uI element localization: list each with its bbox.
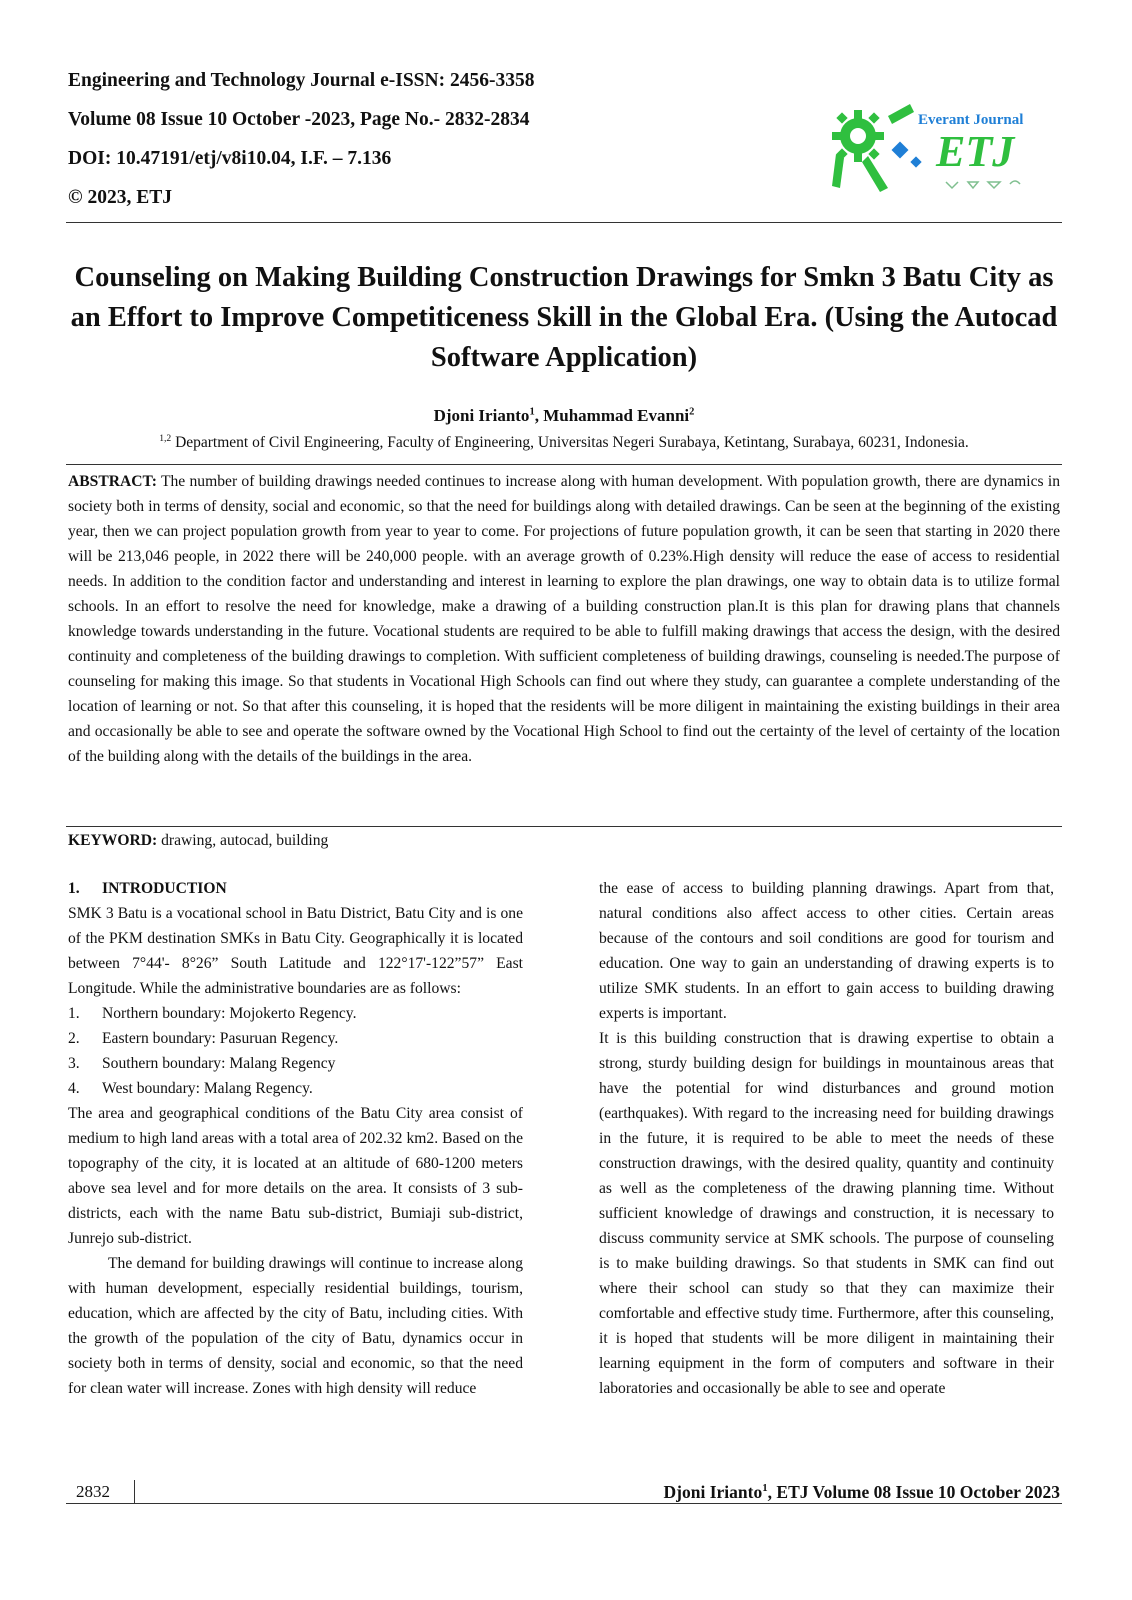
section-heading bbox=[68, 876, 523, 901]
paragraph: SMK 3 Batu is a vocational school in Batu District, Batu City and is one of the PKM destination SMKs in Batu City. Geographically it is located between 7°44'- 8°26” South Latitude and 122°17'-122”57” East Longitude. While the administrative boundaries are as follows: bbox=[68, 905, 523, 997]
page-number: 2832 bbox=[76, 1482, 110, 1501]
footer-sup: 1 bbox=[762, 1482, 768, 1495]
paragraph: the ease of access to building planning drawings. Apart from that, natural conditions also affect access to other cities. Certain areas because of the contours and soil conditions are good for tourism and education. One way to gain an understanding of drawing experts is to utilize SMK students. In an effort to gain access to building drawing experts is important. bbox=[599, 880, 1054, 1022]
footer-rule bbox=[66, 1503, 1062, 1504]
list-number: 1. bbox=[68, 1005, 80, 1022]
list-item bbox=[68, 1026, 523, 1051]
keyword-text: drawing, autocad, building bbox=[157, 832, 329, 849]
footer-journal: , ETJ Volume 08 Issue 10 October 2023 bbox=[767, 1482, 1060, 1502]
list-text: West boundary: Malang Regency. bbox=[102, 1080, 313, 1097]
section-title: INTRODUCTION bbox=[102, 880, 227, 897]
list-number: 2. bbox=[68, 1030, 80, 1047]
affiliation-sup: 1,2 bbox=[159, 432, 172, 444]
journal-name-line: Engineering and Technology Journal e-ISSN: 2456-3358 bbox=[68, 70, 535, 91]
author-1-name: Djoni Irianto bbox=[433, 406, 530, 425]
author-1-sup: 1 bbox=[529, 406, 535, 418]
paragraph: The demand for building drawings will continue to increase along with human development, especially residential buildings, tourism, education, which are affected by the city of Batu, including cities. With the growth of the population of the city of Batu, dynamics occur in society both in terms of density, social and economic, so that the need for clean water will increase. Zones with high density will reduce bbox=[68, 1255, 523, 1397]
list-text: Northern boundary: Mojokerto Regency. bbox=[102, 1005, 357, 1022]
list-number: 4. bbox=[68, 1080, 80, 1097]
list-item bbox=[68, 1001, 523, 1026]
footer-separator bbox=[134, 1480, 135, 1504]
abstract-label: ABSTRACT: bbox=[68, 473, 157, 490]
running-footer bbox=[664, 1482, 1060, 1503]
body-column-right bbox=[599, 876, 1054, 1401]
list-item bbox=[68, 1051, 523, 1076]
doi-line: DOI: 10.47191/etj/v8i10.04, I.F. – 7.136 bbox=[68, 148, 392, 169]
list-text: Southern boundary: Malang Regency bbox=[102, 1055, 336, 1072]
volume-line: Volume 08 Issue 10 October -2023, Page No.- 2832-2834 bbox=[68, 109, 530, 130]
paper-title: Counseling on Making Building Construction Drawings for Smkn 3 Batu City as an Effort to Improve Competiticeness Skill in the Global Era. (Using the Autocad Software Application) bbox=[70, 262, 1058, 373]
journal-header bbox=[68, 68, 768, 224]
author-separator: , bbox=[534, 406, 544, 425]
header-rule bbox=[66, 222, 1062, 223]
abstract-bottom-rule bbox=[66, 826, 1062, 827]
paragraph: The area and geographical conditions of the Batu City area consist of medium to high land areas with a total area of 202.32 km2. Based on the topography of the city, it is located at an altitude of 680-1200 meters above sea level and for more details on the area. It consists of 3 sub-districts, each with the name Batu sub-district, Bumiaji sub-district, Junrejo sub-district. bbox=[68, 1105, 523, 1247]
logo-main-text: ETJ bbox=[936, 127, 1015, 176]
keyword-label: KEYWORD: bbox=[68, 832, 158, 849]
abstract bbox=[68, 469, 1060, 769]
authors bbox=[66, 406, 1062, 426]
list-text: Eastern boundary: Pasuruan Regency. bbox=[102, 1030, 339, 1047]
footer-author: Djoni Irianto bbox=[663, 1482, 763, 1502]
author-2-name: Muhammad Evanni bbox=[543, 406, 690, 425]
list-item bbox=[68, 1076, 523, 1101]
list-number: 3. bbox=[68, 1055, 80, 1072]
abstract-top-rule bbox=[66, 464, 1062, 465]
body-column-left bbox=[68, 876, 523, 1401]
etj-logo bbox=[828, 96, 1038, 200]
paragraph: It is this building construction that is drawing expertise to obtain a strong, sturdy building design for buildings in mountainous areas that have the potential for wind disturbances and ground motion (earthquakes). With regard to the increasing need for building drawings in the future, it is required to be able to meet the needs of these construction drawings, with the desired quality, quantity and continuity as well as the completeness of the drawing planning time. Without sufficient knowledge of drawings and construction, it is necessary to discuss community service at SMK schools. The purpose of counseling is to make building drawings. So that students in SMK can find out where their school can study so that they can maximize their comfortable and effective study time. Furthermore, after this counseling, it is hoped that students will be more diligent in maintaining their learning equipment in the form of computers and software in their laboratories and occasionally be able to see and operate bbox=[599, 1030, 1054, 1397]
affiliation-text: Department of Civil Engineering, Faculty of Engineering, Universitas Negeri Surabaya, Ketintang, Surabaya, 60231, Indonesia. bbox=[171, 434, 969, 451]
section-number: 1. bbox=[68, 880, 80, 897]
abstract-text: The number of building drawings needed continues to increase along with human development. With population growth, there are dynamics in society both in terms of density, social and economic, so that the need for buildings along with detailed drawings. Can be seen at the beginning of the existing year, then we can project population growth from year to year to come. For projections of future population growth, it can be seen that starting in 2020 there will be 213,046 people, in 2022 there will be 240,000 people. with an average growth of 0.23%.High density will reduce the ease of access to residential needs. In addition to the condition factor and understanding and interest in learning to explore the plan drawings, one way to obtain data is to utilize formal schools. In an effort to resolve the need for knowledge, make a drawing of a building construction plan.It is this plan for drawing plans that channels knowledge towards understanding in the future. Vocational students are required to be able to fulfill making drawings that access the design, with the desired continuity and completeness of the building drawings to completion. With sufficient completeness of building drawings, counseling is needed.The purpose of counseling for making this image. So that students in Vocational High Schools can find out where they study, can guarantee a complete understanding of the location of learning or not. So that after this counseling, it is hoped that the residents will be more diligent in maintaining the existing buildings in their area and occasionally be able to see and operate the software owned by the Vocational High School to find out the certainty of the level of certainty of the location of the building along with the details of the buildings in the area. bbox=[68, 473, 1060, 765]
keywords bbox=[68, 828, 1060, 853]
affiliation bbox=[66, 434, 1062, 452]
author-2-sup: 2 bbox=[689, 406, 695, 418]
logo-top-text: Everant Journal bbox=[918, 112, 1024, 128]
copyright-line: © 2023, ETJ bbox=[68, 187, 172, 208]
